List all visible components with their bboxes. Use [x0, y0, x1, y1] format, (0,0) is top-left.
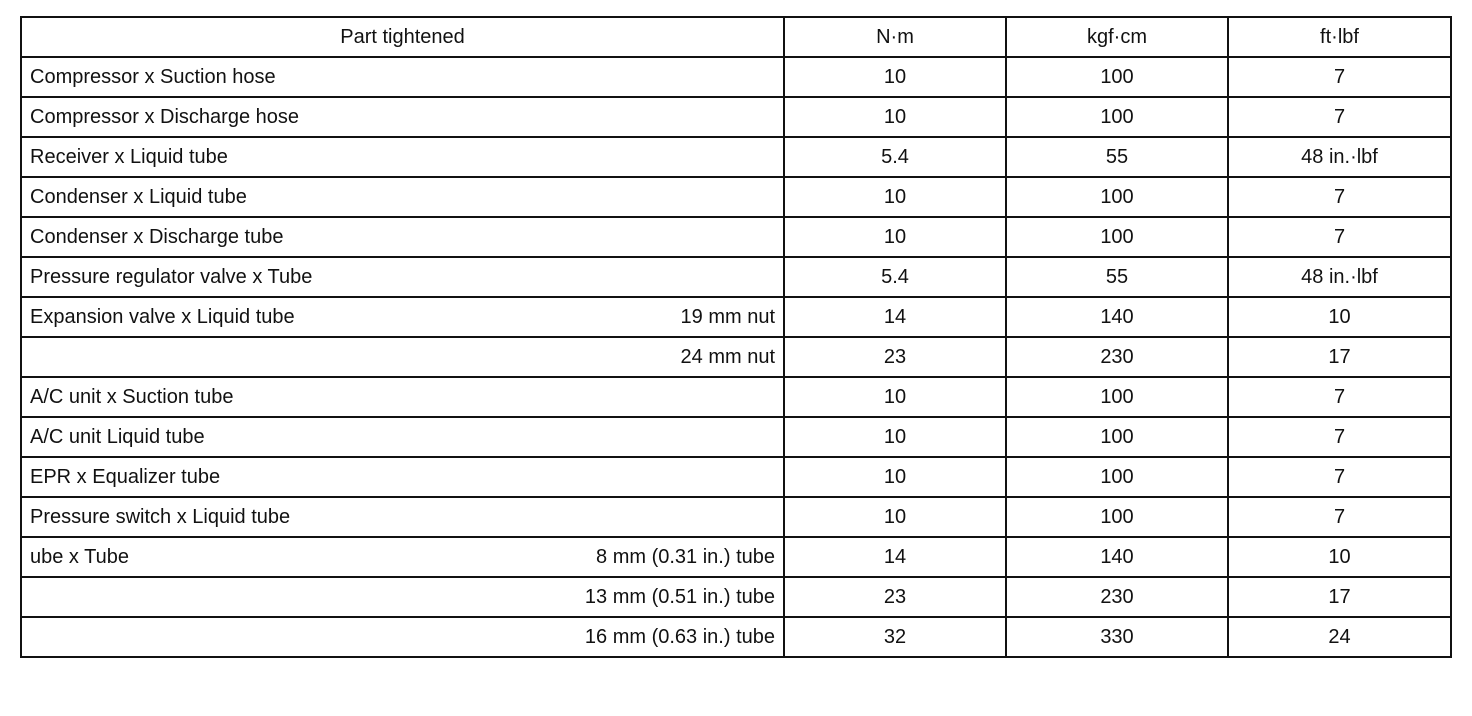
table-row — [21, 497, 1451, 537]
part-cell-content — [30, 147, 775, 167]
part-cell — [21, 177, 784, 217]
table-row — [21, 617, 1451, 657]
nm-cell: 10 — [784, 457, 1006, 497]
kgfcm-cell: 100 — [1006, 497, 1228, 537]
part-name: Pressure switch x Liquid tube — [30, 506, 291, 528]
kgfcm-cell: 330 — [1006, 617, 1228, 657]
part-cell — [21, 577, 784, 617]
nm-cell: 23 — [784, 337, 1006, 377]
part-cell-content — [30, 107, 775, 127]
nm-cell: 5.4 — [784, 257, 1006, 297]
table-row — [21, 137, 1451, 177]
kgfcm-cell: 100 — [1006, 417, 1228, 457]
ftlbf-cell: 48 in.·lbf — [1228, 137, 1451, 177]
part-cell — [21, 217, 784, 257]
table-row — [21, 377, 1451, 417]
part-cell-content — [30, 267, 775, 287]
kgfcm-cell: 55 — [1006, 137, 1228, 177]
part-name: Condenser x Discharge tube — [30, 226, 284, 248]
nm-cell: 10 — [784, 417, 1006, 457]
kgfcm-cell: 230 — [1006, 577, 1228, 617]
ftlbf-cell: 7 — [1228, 377, 1451, 417]
torque-specification-table — [20, 16, 1452, 658]
kgfcm-cell: 230 — [1006, 337, 1228, 377]
part-name: Condenser x Liquid tube — [30, 186, 247, 208]
part-cell — [21, 537, 784, 577]
part-cell-content — [30, 307, 775, 327]
part-cell-content — [30, 187, 775, 207]
part-size: 13 mm (0.51 in.) tube — [584, 586, 775, 608]
nm-cell: 10 — [784, 217, 1006, 257]
part-cell-content — [30, 627, 775, 647]
kgfcm-cell: 100 — [1006, 97, 1228, 137]
kgfcm-cell: 100 — [1006, 457, 1228, 497]
part-name: Compressor x Suction hose — [30, 66, 276, 88]
part-name: A/C unit x Suction tube — [30, 386, 234, 408]
header-row — [21, 17, 1451, 57]
part-cell — [21, 417, 784, 457]
part-cell-content — [30, 227, 775, 247]
table-row — [21, 177, 1451, 217]
nm-cell: 10 — [784, 57, 1006, 97]
part-cell — [21, 457, 784, 497]
table-row — [21, 97, 1451, 137]
kgfcm-cell: 55 — [1006, 257, 1228, 297]
part-name: Compressor x Discharge hose — [30, 106, 299, 128]
kgfcm-cell: 140 — [1006, 537, 1228, 577]
ftlbf-cell: 17 — [1228, 337, 1451, 377]
kgfcm-cell: 140 — [1006, 297, 1228, 337]
nm-cell: 5.4 — [784, 137, 1006, 177]
ftlbf-cell: 7 — [1228, 177, 1451, 217]
ftlbf-cell: 7 — [1228, 217, 1451, 257]
part-cell-content — [30, 507, 775, 527]
part-name: Receiver x Liquid tube — [30, 146, 228, 168]
kgfcm-cell: 100 — [1006, 177, 1228, 217]
part-cell — [21, 257, 784, 297]
header-ftlbf: ft·lbf — [1228, 17, 1451, 57]
table-row — [21, 57, 1451, 97]
part-cell-content — [30, 587, 775, 607]
part-cell — [21, 97, 784, 137]
part-size: 8 mm (0.31 in.) tube — [596, 546, 775, 568]
nm-cell: 10 — [784, 177, 1006, 217]
ftlbf-cell: 7 — [1228, 417, 1451, 457]
header-kgfcm: kgf·cm — [1006, 17, 1228, 57]
ftlbf-cell: 7 — [1228, 457, 1451, 497]
part-size: 24 mm nut — [680, 346, 775, 368]
table-row — [21, 217, 1451, 257]
nm-cell: 23 — [784, 577, 1006, 617]
nm-cell: 10 — [784, 497, 1006, 537]
part-name: Pressure regulator valve x Tube — [30, 266, 313, 288]
part-size: 16 mm (0.63 in.) tube — [584, 626, 775, 648]
ftlbf-cell: 48 in.·lbf — [1228, 257, 1451, 297]
kgfcm-cell: 100 — [1006, 377, 1228, 417]
part-cell — [21, 137, 784, 177]
ftlbf-cell: 24 — [1328, 626, 1351, 648]
part-name: Expansion valve x Liquid tube — [30, 306, 295, 328]
part-name: A/C unit Liquid tube — [30, 426, 205, 448]
nm-cell: 10 — [784, 377, 1006, 417]
part-cell-content — [30, 67, 775, 87]
ftlbf-cell: 17 — [1228, 577, 1451, 617]
table-header — [21, 17, 1451, 57]
nm-cell: 14 — [784, 537, 1006, 577]
part-cell-content — [30, 347, 775, 367]
part-cell — [21, 297, 784, 337]
ftlbf-cell: 7 — [1228, 97, 1451, 137]
ftlbf-cell: 7 — [1228, 57, 1451, 97]
table-row — [21, 417, 1451, 457]
part-cell — [21, 377, 784, 417]
part-cell-content — [30, 467, 775, 487]
part-cell — [21, 617, 784, 657]
nm-cell: 10 — [784, 97, 1006, 137]
table-row — [21, 297, 1451, 337]
table-row — [21, 537, 1451, 577]
table-row — [21, 257, 1451, 297]
table-body — [21, 57, 1451, 657]
part-cell-content — [30, 387, 775, 407]
header-part-tightened: Part tightened — [21, 17, 784, 57]
part-cell-content — [30, 547, 775, 567]
table-row — [21, 457, 1451, 497]
header-nm: N·m — [784, 17, 1006, 57]
table-row — [21, 337, 1451, 377]
part-size: 19 mm nut — [680, 306, 775, 328]
part-cell — [21, 497, 784, 537]
part-name: EPR x Equalizer tube — [30, 466, 221, 488]
part-name: ube x Tube — [30, 546, 129, 568]
kgfcm-cell: 100 — [1006, 217, 1228, 257]
table-row — [21, 577, 1451, 617]
kgfcm-cell: 100 — [1006, 57, 1228, 97]
ftlbf-cell: 10 — [1228, 297, 1451, 337]
part-cell — [21, 337, 784, 377]
nm-cell: 32 — [784, 617, 1006, 657]
part-cell-content — [30, 427, 775, 447]
ftlbf-cell: 7 — [1228, 497, 1451, 537]
nm-cell: 14 — [784, 297, 1006, 337]
part-cell — [21, 57, 784, 97]
ftlbf-cell: 10 — [1228, 537, 1451, 577]
